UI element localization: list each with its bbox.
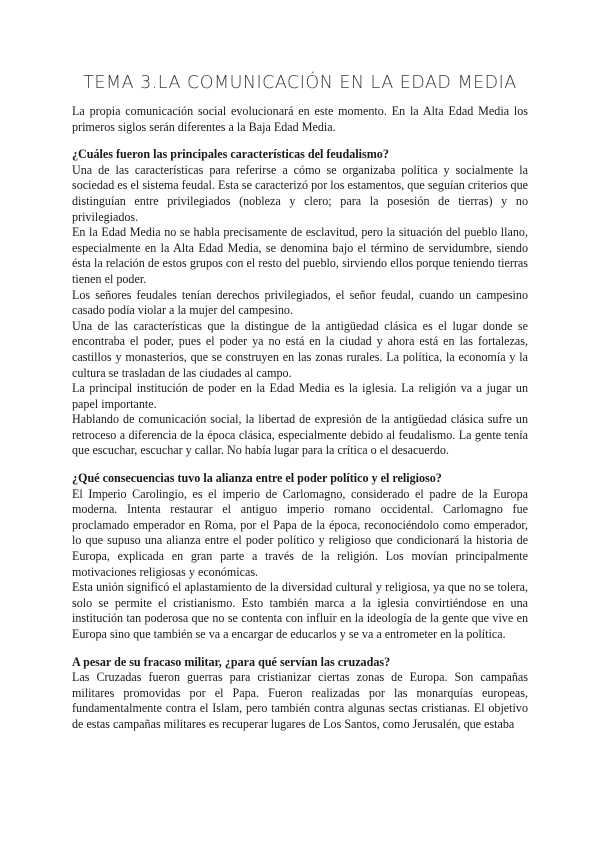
section-paragraph: Hablando de comunicación social, la libertad de expresión de la antigüedad clásica sufre un retroceso a diferencia de la época clásica, especialmente debido al feudalismo. La gente tenía que escuchar, escuchar y callar. No había lugar para la crítica o el desacuerdo.	[72, 412, 528, 458]
section-paragraph: Esta unión significó el aplastamiento de la diversidad cultural y religiosa, ya que no se tolera, solo se permite el cristianismo. Esto también marca a la iglesia convirtiéndose en una institución tan poderosa que no se contenta con influir en la ideología de la gente que vive en Europa sino que también se va a encargar de educarlos y se va a entrometer en la política.	[72, 580, 528, 641]
section-paragraph: La principal institución de poder en la Edad Media es la iglesia. La religión va a jugar un papel importante.	[72, 381, 528, 411]
section-spacer	[72, 135, 528, 147]
section-paragraph: Una de las características que la distingue de la antigüedad clásica es el lugar donde se encontraba el poder, pues el poder ya no está en la ciudad y ahora está en las fortalezas, castillos y monasterios, que se construyen en las zonas rurales. La política, la economía y la cultura se trasladan de las ciudades al campo.	[72, 318, 528, 380]
section-paragraph: Una de las características para referirse a cómo se organizaba política y socialmente la sociedad es el sistema feudal. Esta se caracterizó por los estamentos, que seguían criterios que distinguían entre privilegiados (nobleza y clero; para la posesión de tierras) y no privilegiados.	[72, 162, 528, 224]
section-spacer	[72, 643, 528, 655]
section-heading-cruzadas: A pesar de su fracaso militar, ¿para qué servían las cruzadas?	[72, 654, 391, 669]
section-heading-feudalismo: ¿Cuáles fueron las principales características del feudalismo?	[72, 147, 389, 162]
section-paragraph: Las Cruzadas fueron guerras para cristianizar ciertas zonas de Europa. Son campañas militares promovidas por el Papa. Fueron realizadas por las monarquías europeas, fundamentalmente contra el Islam, pero también contra algunas sectas cristianas. El objetivo de estas campañas militares es recuperar lugares de Los Santos, como Jerusalén, que estaba	[72, 670, 528, 731]
section-paragraph: En la Edad Media no se habla precisamente de esclavitud, pero la situación del pueblo llano, especialmente en la Alta Edad Media, se denomina bajo el término de servidumbre, siendo ésta la relación de estos grupos con el resto del pueblo, sirviendo ellos porque teniendo tierras tienen el poder.	[72, 225, 528, 286]
document-page	[72, 72, 528, 733]
section-heading-alianza: ¿Qué consecuencias tuvo la alianza entre el poder político y el religioso?	[72, 471, 442, 486]
section-spacer	[72, 459, 528, 471]
section-paragraph: Los señores feudales tenían derechos privilegiados, el señor feudal, cuando un campesino casado podía violar a la mujer del campesino.	[72, 287, 528, 318]
page-title: TEMA 3.LA COMUNICACIÓN EN LA EDAD MEDIA	[83, 73, 517, 93]
intro-paragraph: La propia comunicación social evolucionará en este momento. En la Alta Edad Media los primeros siglos serán diferentes a la Baja Edad Media.	[72, 104, 528, 134]
section-paragraph: El Imperio Carolingio, es el imperio de Carlomagno, considerado el padre de la Europa moderna. Intenta restaurar el antiguo imperio romano occidental. Carlomagno fue proclamado emperador en Roma, por el Papa de la época, reconociéndolo como emperador, lo que supuso una alianza entre el poder político y religioso que condicionará la historia de Europa, explicada en gran parte a través de la religión. Los movían principalmente motivaciones religiosas y económicas.	[72, 486, 528, 579]
